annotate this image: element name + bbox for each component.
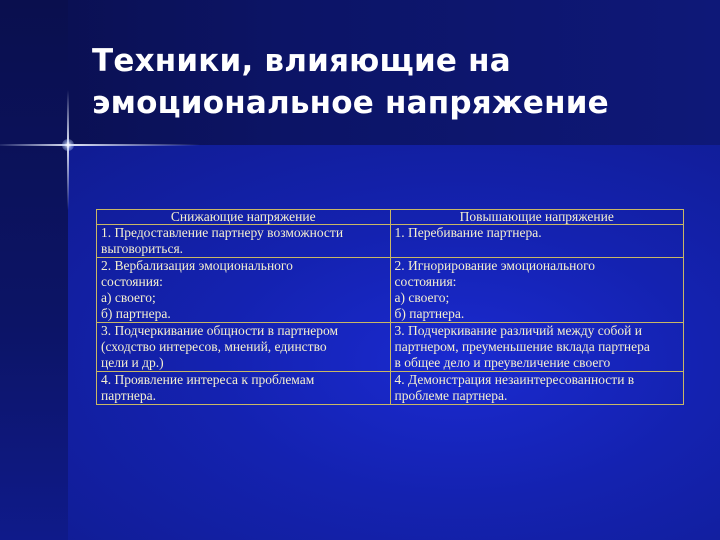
table-row bbox=[97, 323, 684, 372]
cell-line: состояния: bbox=[101, 274, 163, 289]
slide-title-line-1: Техники, влияющие на bbox=[92, 43, 511, 79]
header-increasing: Повышающие напряжение bbox=[390, 210, 684, 225]
cell-increasing bbox=[390, 372, 684, 405]
cell-reducing bbox=[97, 225, 391, 258]
table-row bbox=[97, 225, 684, 258]
cell-line: 1. Перебивание партнера. bbox=[394, 225, 542, 240]
cell-increasing bbox=[390, 258, 684, 323]
table-header-row bbox=[97, 210, 684, 225]
cell-line: 4. Проявление интереса к проблемам bbox=[101, 372, 315, 387]
cell-line: проблеме партнера. bbox=[394, 388, 508, 403]
cell-line: (сходство интересов, мнений, единство bbox=[101, 339, 327, 354]
cell-line: состояния: bbox=[394, 274, 457, 289]
slide-title-line-2: эмоциональное напряжение bbox=[92, 85, 609, 121]
techniques-table bbox=[96, 209, 684, 405]
cell-increasing bbox=[390, 323, 684, 372]
table-row bbox=[97, 372, 684, 405]
cell-line: в общее дело и преувеличение своего bbox=[394, 355, 611, 370]
cell-line: 4. Демонстрация незаинтересованности в bbox=[394, 372, 635, 387]
light-flare-center bbox=[62, 139, 74, 151]
cell-line: 1. Предоставление партнеру возможности bbox=[101, 225, 344, 240]
cell-reducing bbox=[97, 323, 391, 372]
header-reducing: Снижающие напряжение bbox=[97, 210, 391, 225]
cell-line: выговориться. bbox=[101, 241, 184, 256]
cell-line: а) своего; bbox=[101, 290, 156, 305]
cell-line: а) своего; bbox=[394, 290, 450, 305]
cell-line: б) партнера. bbox=[101, 306, 171, 321]
background-left bbox=[0, 0, 68, 540]
cell-line: 2. Вербализация эмоционального bbox=[101, 258, 293, 273]
table-row bbox=[97, 258, 684, 323]
cell-increasing bbox=[390, 225, 684, 258]
cell-line: партнером, преуменьшение вклада партнера bbox=[394, 339, 650, 354]
cell-line: 2. Игнорирование эмоционального bbox=[394, 258, 596, 273]
cell-line: б) партнера. bbox=[394, 306, 465, 321]
cell-reducing bbox=[97, 372, 391, 405]
cell-line: 3. Подчеркивание различий между собой и bbox=[394, 323, 642, 338]
cell-reducing bbox=[97, 258, 391, 323]
cell-line: цели и др.) bbox=[101, 355, 164, 370]
cell-line: 3. Подчеркивание общности в партнером bbox=[101, 323, 339, 338]
cell-line: партнера. bbox=[101, 388, 157, 403]
light-flare-horizontal bbox=[0, 144, 200, 146]
slide-title bbox=[92, 40, 692, 124]
